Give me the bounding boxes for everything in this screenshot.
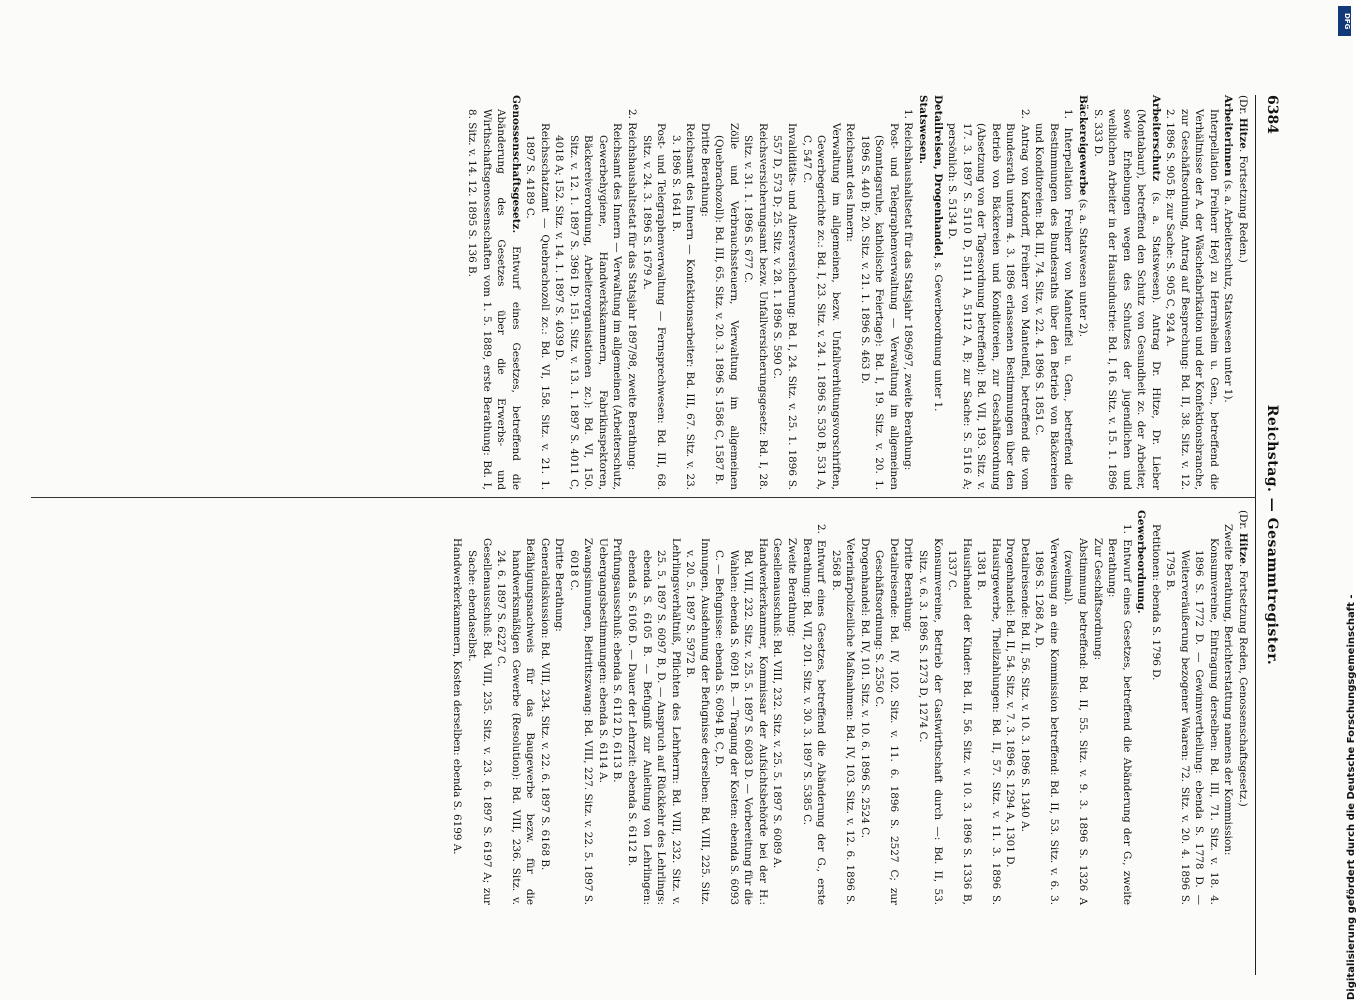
index-entry: 1. Interpellation Freiherr von Manteuffel u. Gen., betreffend die Bestimmungen des Bundesraths über den Betrieb von Bäckereien und Konditoreien: Bd. III, 74. Sitz. v. 22. 4. 1896 S. 1851 C. bbox=[1033, 109, 1075, 490]
index-entry: Konsumvereine, Betrieb der Gastwirthschaft durch —: Bd. II, 53. Sitz. v. 6. 3. 1896 S. 1273 D, 1274 C. bbox=[916, 538, 944, 905]
right-column bbox=[450, 510, 1250, 905]
index-entry: Handwerkerkammern, Kosten derselben: ebenda S. 6199 A. bbox=[451, 538, 464, 855]
index-entry: Statswesen. bbox=[916, 95, 929, 164]
index-entry: Invaliditäts- und Altersversicherung: Bd. I, 24. Sitz. v. 25. 1. 1896 S. 557 D, 573 D; 25. Sitz. v. 28. 1. 1896 S. 590 C. bbox=[771, 123, 799, 490]
digitization-note: Digitalisierung gefördert durch die Deutsche Forschungsgemeinschaft - bbox=[1346, 594, 1357, 1000]
rotated-register-page bbox=[20, 0, 1290, 1000]
index-entry: Innungen, Ausdehnung der Befugnisse derselben: Bd. VIII, 225. Sitz. v. 20. 5. 1897 S. 5972 B. bbox=[684, 538, 711, 905]
index-entry: Verweisung an eine Kommission betreffend: Bd. II, 53. Sitz. v. 6. 3. 1896 S. 1268 A, D. bbox=[1033, 538, 1060, 905]
index-entry: Drogenhandel: Bd. IV, 101. Sitz. v. 10. 6. 1896 S. 2524 C. bbox=[858, 538, 871, 838]
index-entry: Drogenhandel: Bd. II, 54. Sitz. v. 7. 3. 1896 S. 1294 A, 1301 D. bbox=[1004, 538, 1017, 868]
index-entry: 2. Reichshaushaltsetat für das Statsjahr 1897/98, zweite Berathung: bbox=[626, 109, 639, 471]
page-number: 6384 bbox=[1264, 95, 1280, 134]
index-entry: Petitionen: ebenda S. 1796 D. bbox=[1149, 524, 1162, 681]
index-entry: 2. Entwurf eines Gesetzes, betreffend die Abänderung der G., erste Berathung: Bd. VII, 201. Sitz. v. 30. 3. 1897 S. 5385 C. bbox=[800, 524, 828, 905]
index-entry: Dritte Berathung: bbox=[553, 538, 566, 632]
index-entry: Uebergangsbestimmungen: ebenda S. 6114 A. bbox=[596, 538, 609, 783]
column-separator bbox=[31, 497, 1256, 498]
index-entry: Reichsamt des Innern — Verwaltung im allgemeinen (Arbeiterschutz, Gewerbehygiene, Handwerkskammern, Fabrikinspektoren, Bäckereiverordnung, Arbeiterorganisationen zc.): Bd. VI, 150. Sitz. v. 12. 1. 1897 S. 3961 D; 151. Sitz. v. 13. 1. 1897 S. 4011 C, 4018 A; 152. Sitz. v. 14. 1. 1897 S. 4039 D. bbox=[553, 123, 624, 490]
index-entry: Dritte Berathung: bbox=[902, 538, 915, 632]
index-entry: Bäckereigewerbe (s. a. Statswesen unter 2). bbox=[1076, 95, 1089, 338]
left-column bbox=[464, 95, 1250, 490]
digitization-sidebar bbox=[1316, 0, 1356, 1000]
index-entry: Gesellenausschuß: Bd. VIII, 232. Sitz. v. 25. 5. 1897 S. 6089 A. bbox=[771, 538, 784, 869]
index-entry: Detailreisende: Bd. II, 56. Sitz. v. 10. 3. 1896 S. 1340 A. bbox=[1018, 538, 1031, 832]
index-entry: Zweite Berathung: bbox=[786, 538, 799, 637]
index-entry: Verwaltung im allgemeinen, bezw. Unfallverhütungsvorschriften, Gewerbegerichte zc.: Bd. I, 23. Sitz. v. 24. 1. 1896 S. 530 B, 531 A, C, 547 C. bbox=[800, 123, 842, 490]
index-entry: Post- und Telegraphenverwaltung — Fernsprechwesen: Bd. III, 68. Sitz. v. 24. 3. 1896 S. 1679 A. bbox=[640, 123, 668, 490]
index-entry: Reichsamt des Innern: bbox=[844, 123, 857, 242]
index-entry: Zur Geschäftsordnung: bbox=[1091, 538, 1104, 661]
index-entry: Veterinärpolizeiliche Maßnahmen: Bd. IV, 103. Sitz. v. 12. 6. 1896 S. 2568 B. bbox=[829, 538, 857, 905]
index-entry: Interpellation Freiherr Heyl zu Herrnsheim u. Gen., betreffend die Verhältnisse der A. der Wäschefabrikation und der Konfektionsbranche, zur Geschäftsordnung, Antrag auf Besprechung: Bd. II, 38. Sitz. v. 12. 2. 1896 S. 905 B; zur Sache: S. 905 C, 924 A. bbox=[1164, 109, 1220, 490]
index-entry: Dritte Berathung: bbox=[698, 123, 711, 217]
index-entry: 1. Reichshaushaltsetat für das Statsjahr 1896/97, zweite Berathung: bbox=[902, 109, 915, 471]
page-header bbox=[1256, 95, 1290, 975]
index-entry: Zwangsinnungen, Beitrittszwang: Bd. VIII, 227. Sitz. v. 22. 5. 1897 S. 6018 C. bbox=[567, 538, 595, 905]
index-entry: Abstimmung betreffend: Bd. II, 55. Sitz. v. 9. 3. 1896 S. 1326 A (zweimal). bbox=[1062, 538, 1089, 905]
index-entry: Prüfungsausschuß: ebenda S. 6112 D, 6113 B. bbox=[611, 538, 624, 783]
index-entry: Hausirhandel der Kinder: Bd. II, 56. Sitz. v. 10. 3. 1896 S. 1336 B, 1337 C. bbox=[946, 538, 973, 905]
index-entry: Zölle und Verbrauchssteuern, Verwaltung im allgemeinen (Quebrachozoll): Bd. III, 65. Sitz. v. 20. 3. 1896 S. 1586 C, 1587 B. bbox=[713, 123, 740, 490]
index-entry: Zweite Berathung, Berichterstattung namens der Kommission: bbox=[1222, 524, 1235, 856]
index-entry: Arbeiterinnen (s. a. Arbeiterschutz, Statswesen unter 1). bbox=[1222, 95, 1235, 403]
index-entry: Konsumvereine, Eintragung derselben: Bd. III, 71. Sitz. v. 18. 4. 1896 S. 1772 D. — Gewinnvertheilung: ebenda S. 1778 D. — Weiterveräußerung bezogener Waaren: 72. Sitz. v. 20. 4. 1896 S. 1795 B. bbox=[1164, 538, 1220, 905]
index-entry: Genossenschaftsgesetz. Entwurf eines Gesetzes, betreffend die Abänderung des Gesetzes über die Erwerbs- und Wirthschaftsgenossenschaften vom 1. 5. 1889, erste Berathung: Bd. I, 8. Sitz. v. 14. 12. 1895 S. 136 B. bbox=[466, 95, 522, 490]
header-rule bbox=[1255, 95, 1256, 975]
index-entry: Generaldiskussion: Bd. VIII, 234. Sitz. v. 22. 6. 1897 S. 6168 B. bbox=[538, 538, 551, 871]
index-entry: Reichsversicherungsamt bezw. Unfallversicherungsgesetz: Bd. I, 28. Sitz. v. 31. 1. 1896 S. 677 C. bbox=[742, 123, 769, 490]
index-entry: Gewerbeordnung. bbox=[1135, 510, 1148, 614]
index-entry: Reichsamt des Innern — Konfektionsarbeiter: Bd. III, 67. Sitz. v. 23. 3. 1896 S. 1641 B. bbox=[669, 123, 697, 490]
dfg-logo: DFG bbox=[1338, 6, 1351, 36]
index-entry: Arbeiterschutz (s. a. Statswesen). Antrag Dr. Hitze, Dr. Lieber (Montabaur), betreffend den Schutz von Gesundheit zc. der Arbeiter, sowie Erhebungen wegen des Schutzes der jugendlichen und weiblichen Arbeiter in der Hausindustrie: Bd. I, 16. Sitz. v. 15. 1. 1896 S. 333 D. bbox=[1091, 95, 1162, 490]
index-entry: Reichsschatzamt — Quebrachozoll zc.: Bd. VI, 158. Sitz. v. 21. 1. 1897 S. 4189 C. bbox=[524, 123, 551, 490]
index-entry: Lehrlingsverhältniß, Pflichten des Lehrherrn: Bd. VIII, 232. Sitz. v. 25. 5. 1897 S. 6097 B, D. — Anspruch auf Rückkehr des Lehrlings: ebenda S. 6105 B. — Befugniß zur Anleitung von Lehrlingen: ebenda S. 6106 D. — Dauer der Lehrzeit: ebenda S. 6112 B. bbox=[626, 538, 682, 905]
index-entry: Gesellenausschuß: Bd. VIII, 235. Sitz. v. 23. 6. 1897 S. 6197 A; zur Sache: ebendaselbst. bbox=[466, 538, 493, 905]
index-entry: Handwerkerkammer, Kommissar der Aufsichtsbehörde bei der H.: Bd. VIII, 232. Sitz. v. 25. 5. 1897 S. 6083 D. — Vorbereitung für die Wahlen: ebenda S. 6091 B. — Tragung der Kosten: ebenda S. 6093 C. — Befugnisse: ebenda S. 6094 B, C, D. bbox=[713, 538, 769, 905]
index-entry: Befähigungsnachweis für das Baugewerbe bezw. für die handwerksmäßigen Gewerbe (Resolution): Bd. VIII, 236. Sitz. v. 24. 6. 1897 S. 6227 C. bbox=[495, 538, 537, 905]
index-entry: Post- und Telegraphenverwaltung — Verwaltung im allgemeinen (Sonntagsruhe, katholische Feiertage): Bd. I, 19. Sitz. v. 20. 1. 1896 S. 440 B; 20. Sitz. v. 21. 1. 1896 S. 463 D. bbox=[858, 123, 900, 490]
index-entry: Hausirgewerbe, Theilzahlungen: Bd. II, 57. Sitz. v. 11. 3. 1896 S. 1381 B. bbox=[975, 538, 1002, 905]
page-title: Reichstag. — Gesammtregister. bbox=[1264, 404, 1280, 666]
index-entry: (Dr. Hitze. Fortsetzung Reden.) bbox=[1237, 95, 1249, 263]
index-entry: 1. Entwurf eines Gesetzes, betreffend die Abänderung der G., zweite Berathung: bbox=[1106, 524, 1133, 905]
index-entry: Detailreisen, Drogenhandel, s. Gewerbeordnung unter 1. bbox=[931, 95, 944, 412]
index-entry: Detailreisende: Bd. IV, 102. Sitz. v. 11. 6. 1896 S. 2527 C; zur Geschäftsordnung: S. 2550 C. bbox=[873, 538, 900, 905]
index-entry: (Dr. Hitze. Fortsetzung Reden, Genossenschaftsgesetz.) bbox=[1237, 510, 1249, 807]
index-entry: 2. Antrag von Kardorff, Freiherr von Manteuffel, betreffend die vom Bundesrath unterm 4. 3. 1896 erlassenen Bestimmungen über den Betrieb von Bäckereien und Konditoreien, zur Geschäftsordnung (Absetzung von der Tagesordnung betreffend): Bd. VII, 193. Sitz. v. 17. 3. 1897 S. 5110 D, 5111 A, 5112 A, B; zur Sache: S. 5116 A; persönlich: S. 5134 D. bbox=[946, 109, 1031, 490]
